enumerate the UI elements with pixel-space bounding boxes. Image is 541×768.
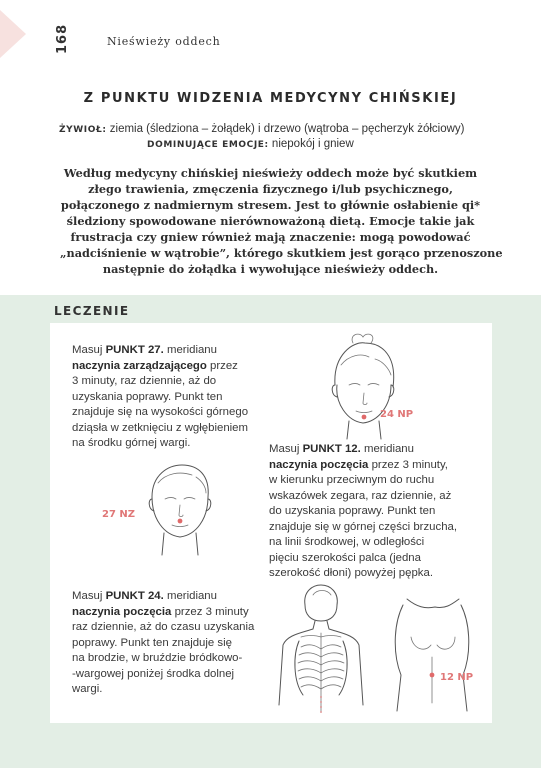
text-line: pięciu szerokości palca (jedna bbox=[269, 551, 421, 564]
face-illustration-top bbox=[305, 335, 415, 440]
text-run: przez 3 minuty bbox=[171, 605, 249, 618]
text-line: wskazówek zegara, raz dziennie, aż bbox=[269, 489, 452, 502]
text-line: dziąsła w zetknięciu z wgłębieniem bbox=[72, 421, 249, 434]
treatment-panel bbox=[50, 323, 492, 723]
emotions-value: niepokój i gniew bbox=[268, 138, 354, 150]
text-line: na brodzie, w bruździe bródkowo- bbox=[72, 652, 243, 664]
text-line: szerokość dłoni) powyżej pępka. bbox=[269, 567, 433, 579]
intro-line: frustracja czy gniew również mają znaczenie: mogą powodować bbox=[70, 230, 471, 244]
intro-line: Według medycyny chińskiej nieświeży oddech może być skutkiem bbox=[63, 166, 478, 180]
point24-name: PUNKT 24. bbox=[105, 590, 164, 602]
face-illustration-middle bbox=[130, 463, 230, 555]
intro-line: „nadciśnienie w wątrobie”, którego skutkiem jest gorąco przenoszone bbox=[60, 246, 503, 260]
text-line: znajduje się na wysokości górnego bbox=[72, 406, 249, 418]
text-line: do uzyskania poprawy. Punkt ten bbox=[269, 505, 436, 517]
text-line: raz dziennie, aż do czasu uzyskania bbox=[72, 621, 255, 633]
point27-text bbox=[72, 343, 248, 452]
intro-line: śledziony spowodowane nierównoważoną dietą. Emocje takie jak bbox=[66, 214, 475, 228]
text-line: w kierunku przeciwnym do ruchu bbox=[269, 474, 435, 486]
intro-line: połączonego z nadmiernym stresem. Jest to głównie osłabienie qi* bbox=[60, 198, 481, 212]
element-label: ŻYWIOŁ: bbox=[59, 125, 107, 135]
point24-label: 24 NP bbox=[380, 409, 414, 420]
text-run: Masuj bbox=[72, 344, 106, 356]
text-run: meridianu bbox=[163, 344, 217, 356]
text-line: wargi. bbox=[72, 683, 103, 695]
point12-meridian: naczynia poczęcia bbox=[269, 458, 369, 471]
text-run: przez bbox=[206, 359, 238, 372]
text-run: Masuj bbox=[72, 590, 106, 602]
text-line: poprawy. Punkt ten znajduje się bbox=[72, 636, 232, 649]
text-line: na linii środkowej, w odległości bbox=[269, 536, 425, 548]
emotions-label: DOMINUJĄCE EMOCJE: bbox=[147, 140, 269, 150]
point27-name: PUNKT 27. bbox=[105, 344, 164, 356]
section-title: Z PUNKTU WIDZENIA MEDYCYNY CHIŃSKIEJ bbox=[83, 91, 458, 106]
point12-name: PUNKT 12. bbox=[302, 443, 361, 455]
intro-line: następnie do żołądka i wywołujące nieświeży oddech. bbox=[102, 262, 439, 276]
intro-line: złego trawienia, zmęczenia fizycznego i/lub psychicznego, bbox=[88, 182, 453, 196]
corner-decoration bbox=[0, 10, 26, 58]
text-run: Masuj bbox=[269, 443, 303, 455]
running-header: Nieświeży oddech bbox=[107, 35, 221, 48]
text-line: na środku górnej wargi. bbox=[72, 437, 191, 449]
point27-meridian: naczynia zarządzającego bbox=[72, 359, 207, 372]
point24-text bbox=[72, 589, 254, 698]
point12-label: 12 NP bbox=[440, 672, 474, 683]
text-run: przez 3 minuty, bbox=[368, 458, 448, 471]
text-line: 3 minuty, raz dziennie, aż do bbox=[72, 375, 217, 387]
emotions-line bbox=[147, 138, 354, 150]
torso-illustration bbox=[275, 585, 475, 715]
treatment-title: LECZENIE bbox=[54, 304, 130, 318]
point12-text bbox=[269, 442, 457, 582]
text-run: meridianu bbox=[163, 590, 217, 602]
text-line: -wargowej poniżej środka dolnej bbox=[72, 667, 235, 680]
text-line: znajduje się w górnej części brzucha, bbox=[269, 520, 458, 533]
element-line bbox=[59, 123, 465, 135]
point27-label: 27 NZ bbox=[102, 509, 136, 520]
element-value: ziemia (śledziona – żołądek) i drzewo (wątroba – pęcherzyk żółciowy) bbox=[106, 123, 465, 135]
text-line: uzyskania poprawy. Punkt ten bbox=[72, 390, 223, 403]
intro-paragraph bbox=[60, 165, 503, 277]
text-run: meridianu bbox=[360, 443, 414, 455]
point24-meridian: naczynia poczęcia bbox=[72, 605, 172, 618]
page-number: 168 bbox=[55, 23, 70, 54]
